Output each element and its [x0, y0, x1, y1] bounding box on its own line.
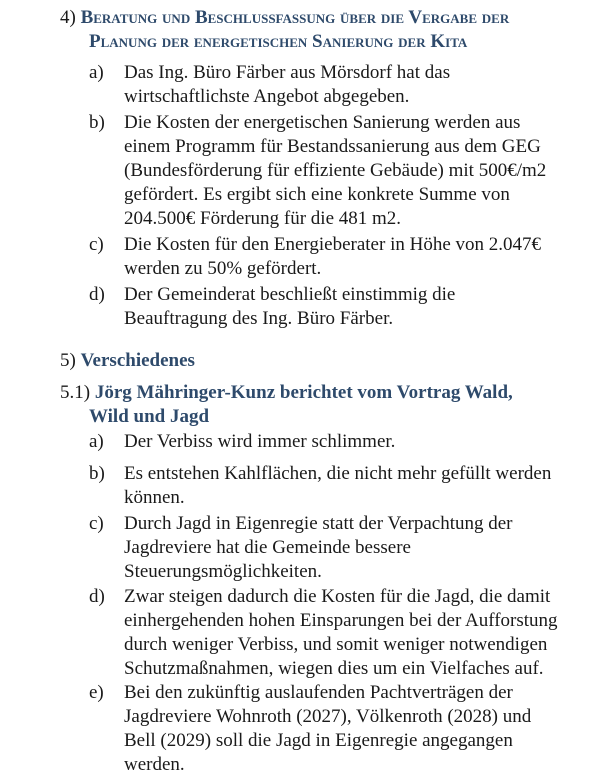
section-5-1-title-line1: Jörg Mähringer-Kunz berichtet vom Vortrag Wald, [94, 382, 513, 403]
item-line: Jagdreviere Wohnroth (2027), Völkenroth (2028) und [124, 706, 532, 727]
item-line: gefördert. Es ergibt sich eine konkrete Summe von [124, 184, 510, 205]
item-label: d) [89, 586, 105, 607]
item-line: Die Kosten für den Energieberater in Höhe von 2.047€ [124, 234, 541, 255]
section-5-number: 5) [60, 350, 76, 371]
item-line: Beauftragung des Ing. Büro Färber. [124, 308, 394, 329]
item-line: Durch Jagd in Eigenregie statt der Verpachtung der [124, 513, 513, 534]
item-line: Bell (2029) soll die Jagd in Eigenregie angegangen [124, 730, 513, 751]
section-5-heading [60, 349, 580, 373]
section-4-number: 4) [60, 7, 76, 28]
item-line: wirtschaftlichste Angebot abgegeben. [124, 86, 410, 107]
item-line: Der Verbiss wird immer schlimmer. [124, 431, 396, 452]
section-5-1-heading [60, 381, 580, 429]
section-5-title: Verschiedenes [80, 350, 195, 371]
section-4-title-line2: Planung der energetischen Sanierung der Kita [89, 31, 468, 52]
item-label: b) [89, 112, 105, 133]
item-label: a) [89, 62, 104, 83]
item-line: durch weniger Verbiss, und somit weniger notwendigen [124, 634, 548, 655]
item-line: Das Ing. Büro Färber aus Mörsdorf hat das [124, 62, 451, 83]
item-line: können. [124, 487, 185, 508]
item-line: Steuerungsmöglichkeiten. [124, 561, 322, 582]
section-5-1-item-e [89, 681, 587, 777]
item-line: Schutzmaßnahmen, wiegen dies um ein Vielfaches auf. [124, 658, 544, 679]
item-line: Die Kosten der energetischen Sanierung werden aus [124, 112, 521, 133]
section-5-1-item-c [89, 512, 587, 584]
section-4-item-a [89, 61, 587, 109]
section-5-1-number: 5.1) [60, 382, 91, 403]
item-line: 204.500€ Förderung für die 481 m2. [124, 208, 402, 229]
item-line: Bei den zukünftig auslaufenden Pachtverträgen der [124, 682, 513, 703]
item-label: e) [89, 682, 104, 703]
item-label: c) [89, 234, 104, 255]
item-line: werden. [124, 754, 185, 775]
item-line: einhergehenden hohen Einsparungen bei der Aufforstung [124, 610, 558, 631]
section-5-1-item-b [89, 462, 587, 510]
section-4-item-d [89, 283, 587, 331]
item-label: a) [89, 431, 104, 452]
item-line: einem Programm für Bestandssanierung aus dem GEG [124, 136, 541, 157]
item-label: d) [89, 284, 105, 305]
section-5-1-item-a [89, 430, 587, 454]
item-line: Jagdreviere hat die Gemeinde bessere [124, 537, 411, 558]
section-4-item-b [89, 111, 587, 231]
item-line: Zwar steigen dadurch die Kosten für die Jagd, die damit [124, 586, 551, 607]
section-4-item-c [89, 233, 587, 281]
section-5-1-item-d [89, 585, 587, 681]
section-5-1-title-line2: Wild und Jagd [89, 406, 210, 427]
section-4-heading [60, 6, 580, 54]
item-line: Es entstehen Kahlflächen, die nicht mehr gefüllt werden [124, 463, 552, 484]
item-line: werden zu 50% gefördert. [124, 258, 322, 279]
item-label: c) [89, 513, 104, 534]
section-4-title-line1: Beratung und Beschlussfassung über die Vergabe der [80, 7, 510, 28]
item-line: Der Gemeinderat beschließt einstimmig die [124, 284, 456, 305]
item-label: b) [89, 463, 105, 484]
item-line: (Bundesförderung für effiziente Gebäude) mit 500€/m2 [124, 160, 547, 181]
